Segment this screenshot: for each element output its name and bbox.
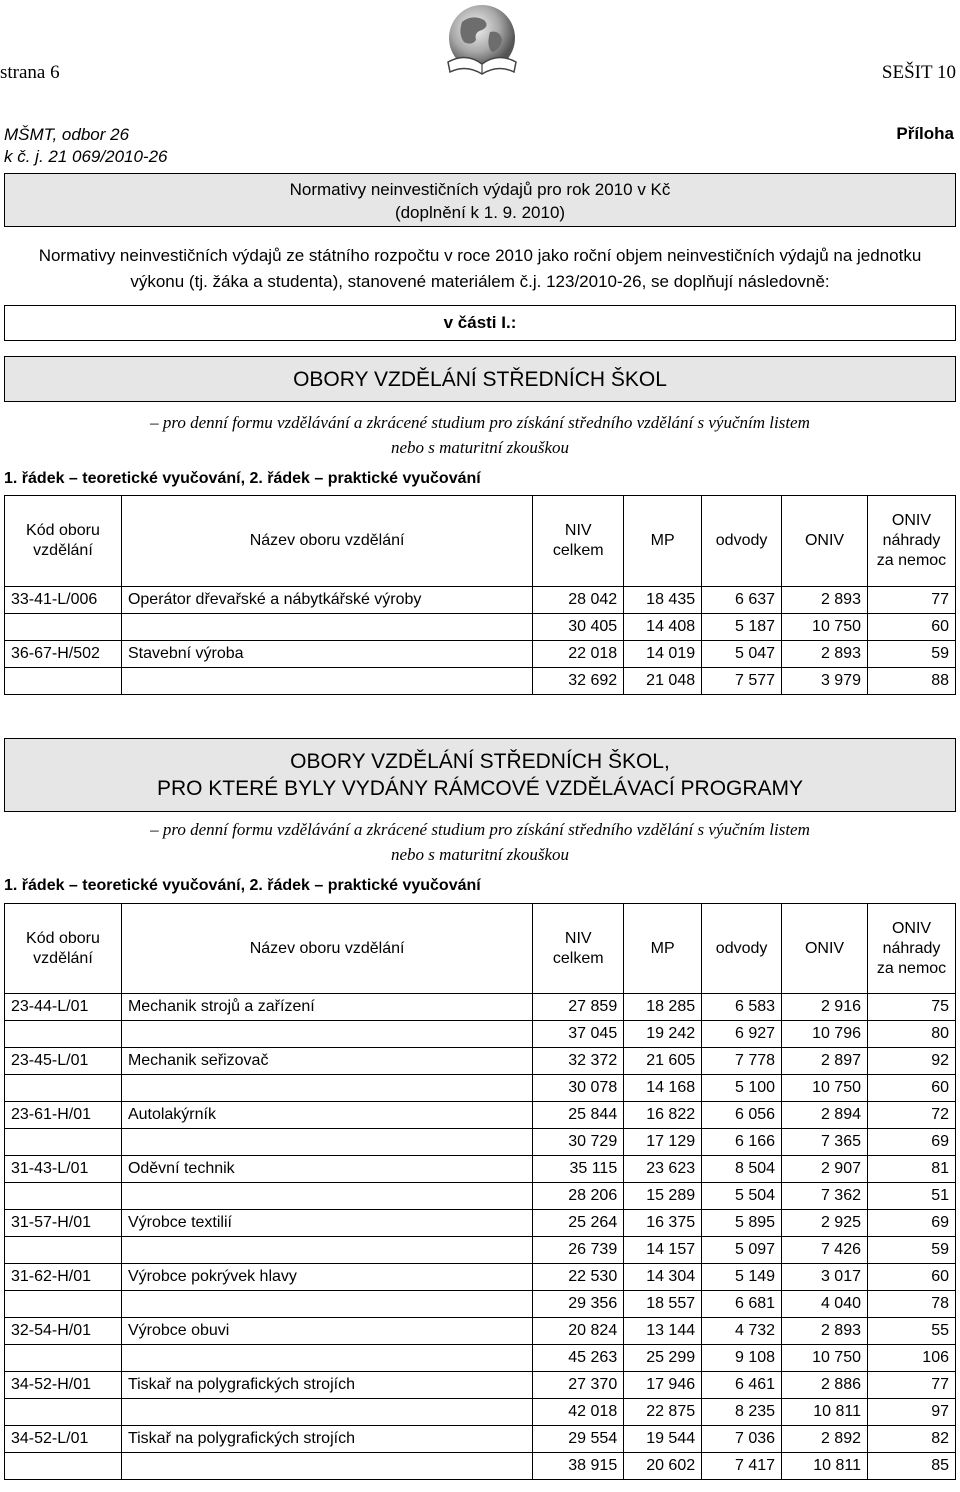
cell-odvody: 4 732 xyxy=(702,1318,782,1345)
cell-code xyxy=(5,614,122,641)
cell-mp: 19 242 xyxy=(624,1021,702,1048)
cell-niv: 25 844 xyxy=(533,1102,624,1129)
cell-oniv: 2 886 xyxy=(782,1372,868,1399)
cell-niv: 30 405 xyxy=(533,614,624,641)
cell-code xyxy=(5,1183,122,1210)
cell-niv: 38 915 xyxy=(533,1453,624,1480)
cell-code: 31-62-H/01 xyxy=(5,1264,122,1291)
cell-code: 23-44-L/01 xyxy=(5,994,122,1021)
section-1-subtitle xyxy=(0,410,960,460)
section-2-title-box xyxy=(4,738,956,812)
cell-name: Tiskař na polygrafických strojích xyxy=(121,1426,532,1453)
cell-odvody: 6 583 xyxy=(702,994,782,1021)
table-row xyxy=(5,1183,956,1210)
cell-nemoc: 80 xyxy=(868,1021,956,1048)
cell-nemoc: 55 xyxy=(868,1318,956,1345)
cell-nemoc: 69 xyxy=(868,1129,956,1156)
cell-odvody: 5 504 xyxy=(702,1183,782,1210)
cell-niv: 35 115 xyxy=(533,1156,624,1183)
cell-code: 23-45-L/01 xyxy=(5,1048,122,1075)
cell-oniv: 7 365 xyxy=(782,1129,868,1156)
cell-mp: 14 157 xyxy=(624,1237,702,1264)
cell-nemoc: 51 xyxy=(868,1183,956,1210)
intro-line-1: Normativy neinvestičních výdajů ze státního rozpočtu v roce 2010 jako roční objem neinvestičních výdajů na jednotku xyxy=(38,246,922,265)
cell-mp: 17 129 xyxy=(624,1129,702,1156)
section-1-row-legend: 1. řádek – teoretické vyučování, 2. řádek – praktické vyučování xyxy=(4,470,481,487)
cell-niv: 37 045 xyxy=(533,1021,624,1048)
table-row xyxy=(5,1021,956,1048)
globe-book-logo-icon xyxy=(438,2,526,82)
cell-name xyxy=(121,1021,532,1048)
cell-nemoc: 106 xyxy=(868,1345,956,1372)
cell-name: Výrobce textilií xyxy=(121,1210,532,1237)
cell-nemoc: 60 xyxy=(867,614,955,641)
cell-name xyxy=(121,1453,532,1480)
cell-nemoc: 85 xyxy=(868,1453,956,1480)
cell-odvody: 8 235 xyxy=(702,1399,782,1426)
header-oniv: ONIV xyxy=(782,904,868,994)
part-label: v části I.: xyxy=(443,313,517,332)
header-oniv-nemoc: ONIV náhrady za nemoc xyxy=(868,904,956,994)
cell-odvody: 5 149 xyxy=(702,1264,782,1291)
cell-mp: 18 435 xyxy=(624,587,702,614)
cell-code xyxy=(5,1237,122,1264)
cell-oniv: 3 017 xyxy=(782,1264,868,1291)
appendix-label: Příloha xyxy=(896,124,954,143)
cell-mp: 17 946 xyxy=(624,1372,702,1399)
cell-niv: 20 824 xyxy=(533,1318,624,1345)
document-title-line-2: (doplnění k 1. 9. 2010) xyxy=(394,203,566,222)
cell-odvody: 6 056 xyxy=(702,1102,782,1129)
cell-nemoc: 75 xyxy=(868,994,956,1021)
cell-odvody: 5 047 xyxy=(702,641,782,668)
header-name: Název oboru vzdělání xyxy=(121,904,532,994)
cell-niv: 22 018 xyxy=(533,641,624,668)
cell-code xyxy=(5,668,122,695)
cell-oniv: 2 893 xyxy=(782,587,868,614)
cell-odvody: 9 108 xyxy=(702,1345,782,1372)
cell-nemoc: 60 xyxy=(868,1075,956,1102)
cell-mp: 14 168 xyxy=(624,1075,702,1102)
section-2-subtitle-line-1: – pro denní formu vzdělávání a zkrácené studium pro získání středního vzdělání s výučním listem xyxy=(150,820,810,839)
cell-mp: 13 144 xyxy=(624,1318,702,1345)
cell-mp: 15 289 xyxy=(624,1183,702,1210)
cell-name xyxy=(121,1399,532,1426)
cell-code xyxy=(5,1075,122,1102)
table-row xyxy=(5,1453,956,1480)
cell-name: Operátor dřevařské a nábytkářské výroby xyxy=(121,587,532,614)
cell-name xyxy=(121,1237,532,1264)
cell-niv: 32 372 xyxy=(533,1048,624,1075)
header-oniv-nemoc: ONIV náhrady za nemoc xyxy=(867,496,955,587)
section-2-row-legend: 1. řádek – teoretické vyučování, 2. řádek – praktické vyučování xyxy=(4,877,481,894)
cell-name xyxy=(121,1129,532,1156)
cell-niv: 45 263 xyxy=(533,1345,624,1372)
cell-code: 31-57-H/01 xyxy=(5,1210,122,1237)
cell-niv: 28 042 xyxy=(533,587,624,614)
cell-name xyxy=(121,1183,532,1210)
section-1-subtitle-line-1: – pro denní formu vzdělávání a zkrácené studium pro získání středního vzdělání s výučním listem xyxy=(150,413,810,432)
cell-code: 36-67-H/502 xyxy=(5,641,122,668)
table-row xyxy=(5,1075,956,1102)
table-row xyxy=(5,1372,956,1399)
section-1-table xyxy=(4,495,956,695)
cell-code xyxy=(5,1291,122,1318)
section-1-title-box xyxy=(4,356,956,402)
cell-odvody: 6 461 xyxy=(702,1372,782,1399)
cell-odvody: 7 778 xyxy=(702,1048,782,1075)
table-row xyxy=(5,587,956,614)
header-mp: MP xyxy=(624,496,702,587)
cell-oniv: 10 750 xyxy=(782,1345,868,1372)
cell-name: Stavební výroba xyxy=(121,641,532,668)
cell-name: Tiskař na polygrafických strojích xyxy=(121,1372,532,1399)
cell-mp: 25 299 xyxy=(624,1345,702,1372)
intro-line-2: výkonu (tj. žáka a studenta), stanovené materiálem č.j. 123/2010-26, se doplňují následovně: xyxy=(130,272,830,291)
table-row xyxy=(5,1102,956,1129)
cell-niv: 27 859 xyxy=(533,994,624,1021)
cell-oniv: 7 362 xyxy=(782,1183,868,1210)
cell-oniv: 10 796 xyxy=(782,1021,868,1048)
cell-odvody: 7 577 xyxy=(702,668,782,695)
cell-odvody: 6 637 xyxy=(702,587,782,614)
cell-nemoc: 82 xyxy=(868,1426,956,1453)
table-row xyxy=(5,668,956,695)
cell-code: 23-61-H/01 xyxy=(5,1102,122,1129)
cell-niv: 22 530 xyxy=(533,1264,624,1291)
section-1-title: OBORY VZDĚLÁNÍ STŘEDNÍCH ŠKOL xyxy=(293,368,667,391)
cell-odvody: 5 097 xyxy=(702,1237,782,1264)
table-row xyxy=(5,1318,956,1345)
cell-name xyxy=(121,1291,532,1318)
table-row xyxy=(5,1426,956,1453)
document-title-line-1: Normativy neinvestičních výdajů pro rok 2010 v Kč xyxy=(289,180,671,199)
section-1-subtitle-line-2: nebo s maturitní zkouškou xyxy=(390,438,570,457)
cell-oniv: 3 979 xyxy=(782,668,868,695)
cell-oniv: 10 811 xyxy=(782,1399,868,1426)
cell-niv: 27 370 xyxy=(533,1372,624,1399)
cell-oniv: 2 892 xyxy=(782,1426,868,1453)
header-niv: NIV celkem xyxy=(533,904,624,994)
cell-nemoc: 69 xyxy=(868,1210,956,1237)
table-row xyxy=(5,1264,956,1291)
cell-code xyxy=(5,1021,122,1048)
reference-line-2: k č. j. 21 069/2010-26 xyxy=(4,147,168,166)
cell-nemoc: 77 xyxy=(867,587,955,614)
cell-mp: 18 557 xyxy=(624,1291,702,1318)
table-row xyxy=(5,1048,956,1075)
table-row xyxy=(5,1156,956,1183)
cell-odvody: 7 417 xyxy=(702,1453,782,1480)
cell-code: 31-43-L/01 xyxy=(5,1156,122,1183)
cell-nemoc: 97 xyxy=(868,1399,956,1426)
page-number: strana 6 xyxy=(0,62,60,83)
table-row xyxy=(5,1129,956,1156)
cell-nemoc: 81 xyxy=(868,1156,956,1183)
cell-nemoc: 60 xyxy=(868,1264,956,1291)
cell-odvody: 6 927 xyxy=(702,1021,782,1048)
cell-code: 34-52-L/01 xyxy=(5,1426,122,1453)
cell-code xyxy=(5,1129,122,1156)
cell-nemoc: 72 xyxy=(868,1102,956,1129)
cell-odvody: 7 036 xyxy=(702,1426,782,1453)
cell-niv: 26 739 xyxy=(533,1237,624,1264)
header-code: Kód oboru vzdělání xyxy=(5,496,122,587)
table-row xyxy=(5,1291,956,1318)
cell-oniv: 2 894 xyxy=(782,1102,868,1129)
cell-name: Výrobce pokrývek hlavy xyxy=(121,1264,532,1291)
section-2-subtitle xyxy=(0,817,960,867)
cell-mp: 23 623 xyxy=(624,1156,702,1183)
cell-odvody: 5 100 xyxy=(702,1075,782,1102)
cell-mp: 19 544 xyxy=(624,1426,702,1453)
header-oniv: ONIV xyxy=(782,496,868,587)
document-title-box xyxy=(4,173,956,227)
table-row xyxy=(5,1345,956,1372)
cell-niv: 25 264 xyxy=(533,1210,624,1237)
header-mp: MP xyxy=(624,904,702,994)
cell-mp: 16 822 xyxy=(624,1102,702,1129)
cell-mp: 20 602 xyxy=(624,1453,702,1480)
cell-mp: 18 285 xyxy=(624,994,702,1021)
cell-name xyxy=(121,614,532,641)
cell-mp: 22 875 xyxy=(624,1399,702,1426)
cell-code xyxy=(5,1345,122,1372)
cell-code: 34-52-H/01 xyxy=(5,1372,122,1399)
cell-oniv: 7 426 xyxy=(782,1237,868,1264)
header-odvody: odvody xyxy=(702,496,782,587)
cell-nemoc: 59 xyxy=(867,641,955,668)
section-2-title-line-1: OBORY VZDĚLÁNÍ STŘEDNÍCH ŠKOL, xyxy=(290,750,670,773)
cell-name xyxy=(121,1345,532,1372)
cell-name: Výrobce obuvi xyxy=(121,1318,532,1345)
intro-paragraph xyxy=(0,243,960,295)
table-row xyxy=(5,1399,956,1426)
cell-oniv: 2 893 xyxy=(782,641,868,668)
cell-oniv: 2 916 xyxy=(782,994,868,1021)
cell-oniv: 2 907 xyxy=(782,1156,868,1183)
cell-oniv: 2 925 xyxy=(782,1210,868,1237)
cell-niv: 30 729 xyxy=(533,1129,624,1156)
cell-niv: 29 356 xyxy=(533,1291,624,1318)
cell-name: Autolakýrník xyxy=(121,1102,532,1129)
cell-mp: 14 408 xyxy=(624,614,702,641)
header-odvody: odvody xyxy=(702,904,782,994)
cell-name: Mechanik strojů a zařízení xyxy=(121,994,532,1021)
cell-odvody: 6 681 xyxy=(702,1291,782,1318)
reference-block xyxy=(4,124,168,168)
cell-niv: 32 692 xyxy=(533,668,624,695)
cell-odvody: 5 187 xyxy=(702,614,782,641)
cell-oniv: 10 811 xyxy=(782,1453,868,1480)
cell-nemoc: 77 xyxy=(868,1372,956,1399)
cell-code: 33-41-L/006 xyxy=(5,587,122,614)
header-code: Kód oboru vzdělání xyxy=(5,904,122,994)
cell-oniv: 10 750 xyxy=(782,1075,868,1102)
cell-mp: 21 605 xyxy=(624,1048,702,1075)
cell-niv: 42 018 xyxy=(533,1399,624,1426)
section-2-title-line-2: PRO KTERÉ BYLY VYDÁNY RÁMCOVÉ VZDĚLÁVACÍ PROGRAMY xyxy=(156,777,804,800)
cell-oniv: 2 897 xyxy=(782,1048,868,1075)
cell-niv: 28 206 xyxy=(533,1183,624,1210)
cell-code xyxy=(5,1399,122,1426)
cell-niv: 29 554 xyxy=(533,1426,624,1453)
cell-oniv: 4 040 xyxy=(782,1291,868,1318)
cell-nemoc: 88 xyxy=(867,668,955,695)
header-niv: NIV celkem xyxy=(533,496,624,587)
header-name: Název oboru vzdělání xyxy=(121,496,532,587)
table-row xyxy=(5,641,956,668)
cell-name xyxy=(121,668,532,695)
part-label-box xyxy=(4,305,956,341)
table-row xyxy=(5,1237,956,1264)
section-2-table xyxy=(4,903,956,1480)
section-2-subtitle-line-2: nebo s maturitní zkouškou xyxy=(390,845,570,864)
cell-code xyxy=(5,1453,122,1480)
cell-odvody: 6 166 xyxy=(702,1129,782,1156)
cell-mp: 14 304 xyxy=(624,1264,702,1291)
cell-oniv: 2 893 xyxy=(782,1318,868,1345)
table-row xyxy=(5,614,956,641)
cell-nemoc: 78 xyxy=(868,1291,956,1318)
cell-mp: 21 048 xyxy=(624,668,702,695)
cell-mp: 14 019 xyxy=(624,641,702,668)
cell-name xyxy=(121,1075,532,1102)
cell-code: 32-54-H/01 xyxy=(5,1318,122,1345)
cell-mp: 16 375 xyxy=(624,1210,702,1237)
cell-oniv: 10 750 xyxy=(782,614,868,641)
cell-nemoc: 92 xyxy=(868,1048,956,1075)
cell-odvody: 5 895 xyxy=(702,1210,782,1237)
reference-line-1: MŠMT, odbor 26 xyxy=(4,125,130,144)
cell-nemoc: 59 xyxy=(868,1237,956,1264)
issue-label: SEŠIT 10 xyxy=(881,62,956,83)
cell-niv: 30 078 xyxy=(533,1075,624,1102)
cell-name: Mechanik seřizovač xyxy=(121,1048,532,1075)
table-row xyxy=(5,1210,956,1237)
table-row xyxy=(5,994,956,1021)
cell-name: Oděvní technik xyxy=(121,1156,532,1183)
cell-odvody: 8 504 xyxy=(702,1156,782,1183)
